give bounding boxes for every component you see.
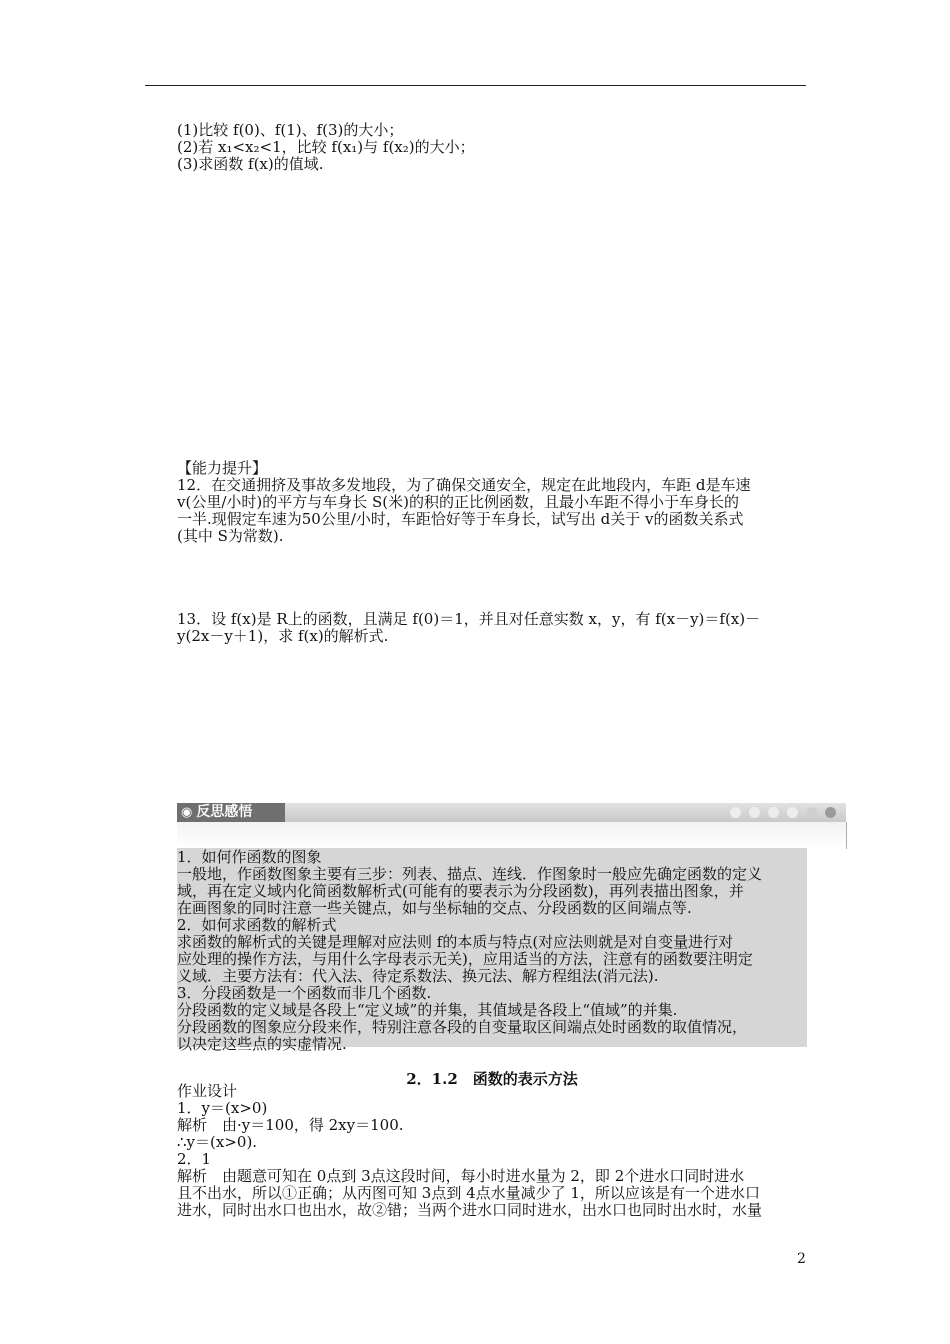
text-line: 3．分段函数是一个函数而非几个函数. (177, 984, 432, 1002)
text-line: 一半.现假定车速为50公里/小时，车距恰好等于车身长，试写出 d关于 v的函数关系式 (177, 510, 744, 528)
text-line: 在画图象的同时注意一些关键点，如与坐标轴的交点、分段函数的区间端点等. (177, 899, 692, 917)
ability-heading: 【能力提升】 (177, 459, 268, 477)
dot-icon (749, 807, 760, 818)
answers-heading: 2．1.2 函数的表示方法 (406, 1070, 578, 1088)
text-line: 以决定这些点的实虚情况. (177, 1035, 347, 1053)
text-line: 应处理的操作方法，与用什么字母表示无关)，应用适当的方法，注意有的函数要注明定 (177, 950, 753, 968)
text-line: (3)求函数 f(x)的值域. (177, 155, 324, 173)
text-line: 解析 由·y＝100，得 2xy＝100. (177, 1116, 404, 1134)
dot-icon (730, 807, 741, 818)
text-line: 1．y＝(x>0) (177, 1099, 268, 1117)
reflection-summary (177, 848, 807, 1053)
answers (177, 1083, 807, 1219)
text-line: (其中 S为常数). (177, 527, 284, 545)
dot-icon (787, 807, 798, 818)
target-icon: ◉ (181, 805, 193, 820)
section-header-bar (177, 803, 846, 822)
text-line: (2)若 x₁<x₂<1，比较 f(x₁)与 f(x₂)的大小； (177, 138, 475, 156)
dot-icon (806, 807, 817, 818)
text-line: 12．在交通拥挤及事故多发地段，为了确保交通安全，规定在此地段内，车距 d是车速 (177, 476, 751, 494)
text-line: 域，再在定义域内化简函数解析式(可能有的要表示为分段函数)，再列表描出图象，并 (177, 882, 744, 900)
question-12 (177, 460, 807, 545)
question-13 (177, 611, 807, 645)
text-line: 进水，同时出水口也出水，故②错；当两个进水口同时进水，出水口也同时出水时，水量 (177, 1201, 763, 1219)
section-tab (177, 803, 285, 822)
text-line: ∴y＝(x>0). (177, 1133, 258, 1151)
text-line: 义域．主要方法有：代入法、待定系数法、换元法、解方程组法(消元法). (177, 967, 659, 985)
text-line: 求函数的解析式的关键是理解对应法则 f的本质与特点(对应法则就是对自变量进行对 (177, 933, 734, 951)
text-line: 解析 由题意可知在 0点到 3点这段时间，每小时进水量为 2，即 2个进水口同时进水 (177, 1167, 745, 1185)
text-line: 分段函数的图象应分段来作，特别注意各段的自变量取区间端点处时函数的取值情况， (177, 1018, 748, 1036)
header-rule (145, 85, 806, 86)
dot-icon (825, 807, 836, 818)
text-line: 一般地，作函数图象主要有三步：列表、描点、连线．作图象时一般应先确定函数的定义 (177, 865, 763, 883)
dot-icon (768, 807, 779, 818)
text-line: (1)比较 f(0)、f(1)、f(3)的大小； (177, 121, 404, 139)
text-line: 且不出水，所以①正确；从丙图可知 3点到 4点水量减少了 1，所以应该是有一个进水口 (177, 1184, 760, 1202)
text-line: 分段函数的定义域是各段上“定义域”的并集，其值域是各段上“值域”的并集. (177, 1001, 678, 1019)
decorative-dots (730, 807, 836, 818)
text-line: y(2x－y＋1)，求 f(x)的解析式. (177, 627, 389, 645)
text-line: 作业设计 (177, 1082, 238, 1100)
text-line: 2．如何求函数的解析式 (177, 916, 337, 934)
text-line: 1．如何作函数的图象 (177, 848, 322, 866)
section-header-shadow (177, 822, 847, 849)
text-line: 13．设 f(x)是 R上的函数，且满足 f(0)＝1，并且对任意实数 x，y，有 f(x－y)＝f(x)－ (177, 610, 761, 628)
text-line: v(公里/小时)的平方与车身长 S(米)的积的正比例函数，且最小车距不得小于车身长的 (177, 493, 739, 511)
text-line: 2．1 (177, 1150, 212, 1168)
question-11-parts (177, 122, 807, 173)
page-number: 2 (797, 1251, 806, 1267)
section-title: 反思感悟 (196, 804, 253, 820)
